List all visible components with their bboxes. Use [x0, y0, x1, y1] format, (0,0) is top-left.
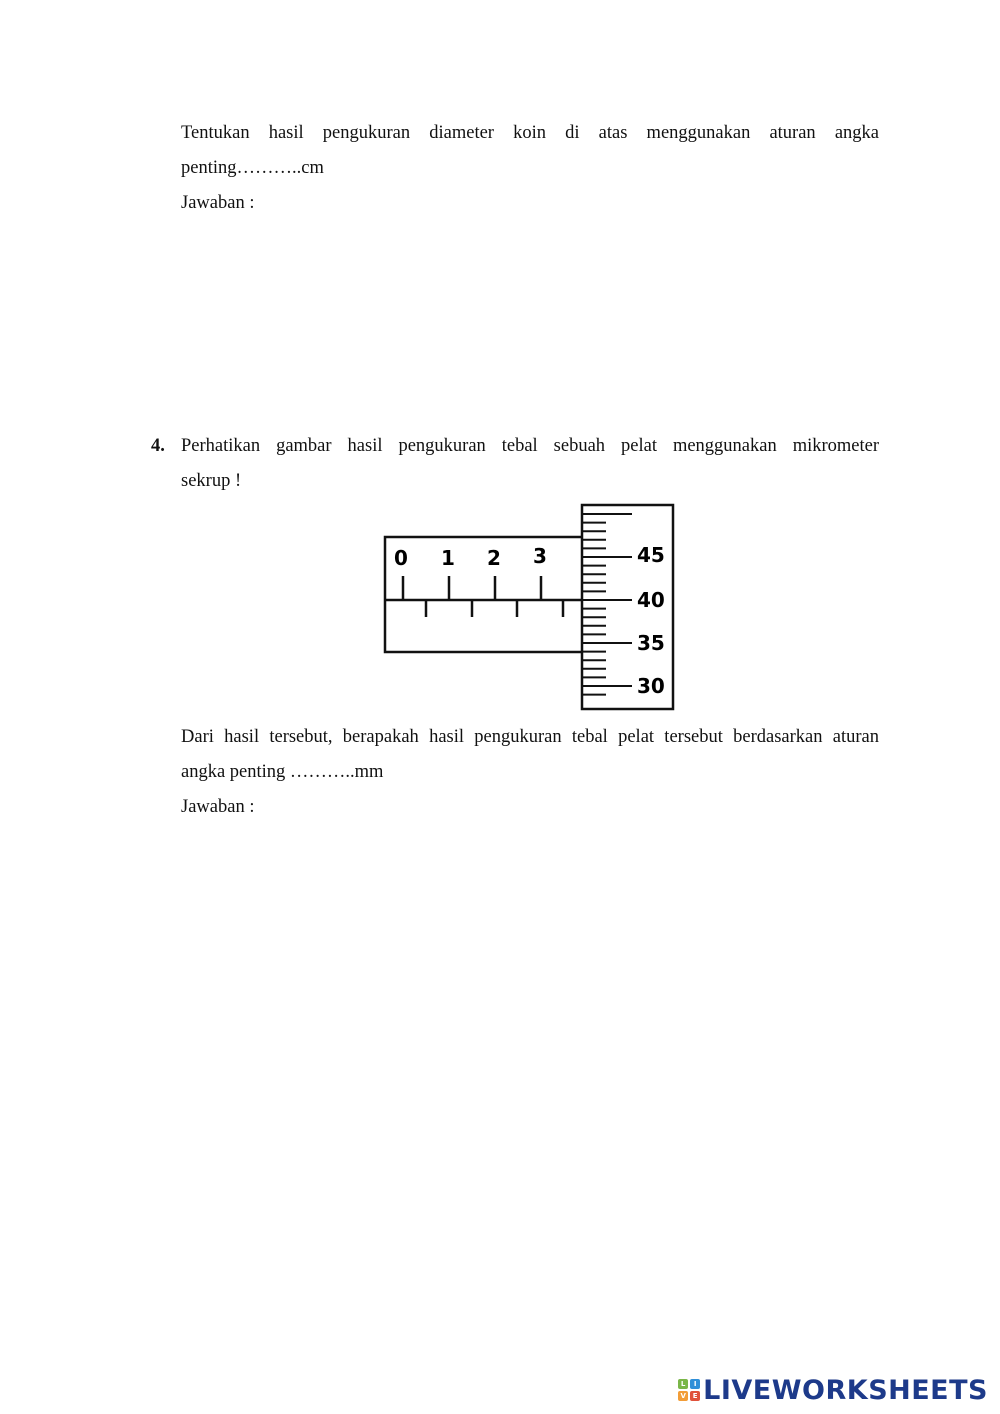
question-3-text	[181, 116, 879, 221]
main-scale-label: 0	[394, 546, 408, 570]
question-4-number: 4.	[151, 436, 165, 456]
main-scale-half-ticks	[426, 600, 563, 617]
logo-badge-icon: L I V E	[678, 1379, 700, 1401]
main-scale-label: 2	[487, 546, 501, 570]
question-4-followup-line-2: angka penting ………..mm	[181, 762, 384, 782]
main-scale-label: 1	[441, 546, 455, 570]
thimble-scale-label: 35	[637, 631, 665, 655]
main-scale-major-ticks	[403, 576, 541, 600]
main-scale-label: 3	[533, 544, 547, 568]
question-4-line-2: sekrup !	[181, 471, 242, 491]
question-4-text	[181, 429, 879, 499]
micrometer-figure	[380, 500, 680, 715]
question-3-line-2: penting………..cm	[181, 158, 324, 178]
question-4-followup	[181, 720, 879, 825]
question-4-followup-line-1: Dari hasil tersebut, berapakah hasil pengukuran tebal pelat tersebut berdasarkan aturan	[181, 727, 879, 747]
liveworksheets-logo	[678, 1374, 988, 1406]
micrometer-sleeve	[385, 537, 583, 652]
question-3-line-1: Tentukan hasil pengukuran diameter koin di atas menggunakan aturan angka	[181, 123, 879, 143]
question-4-answer-label: Jawaban :	[181, 797, 255, 817]
thimble-scale-label: 30	[637, 674, 665, 698]
thimble-scale-label: 45	[637, 543, 665, 567]
thimble-scale-label: 40	[637, 588, 665, 612]
question-3-answer-label: Jawaban :	[181, 193, 255, 213]
question-4-line-1: Perhatikan gambar hasil pengukuran tebal sebuah pelat menggunakan mikrometer	[181, 436, 879, 456]
logo-text: LIVEWORKSHEETS	[703, 1374, 988, 1406]
